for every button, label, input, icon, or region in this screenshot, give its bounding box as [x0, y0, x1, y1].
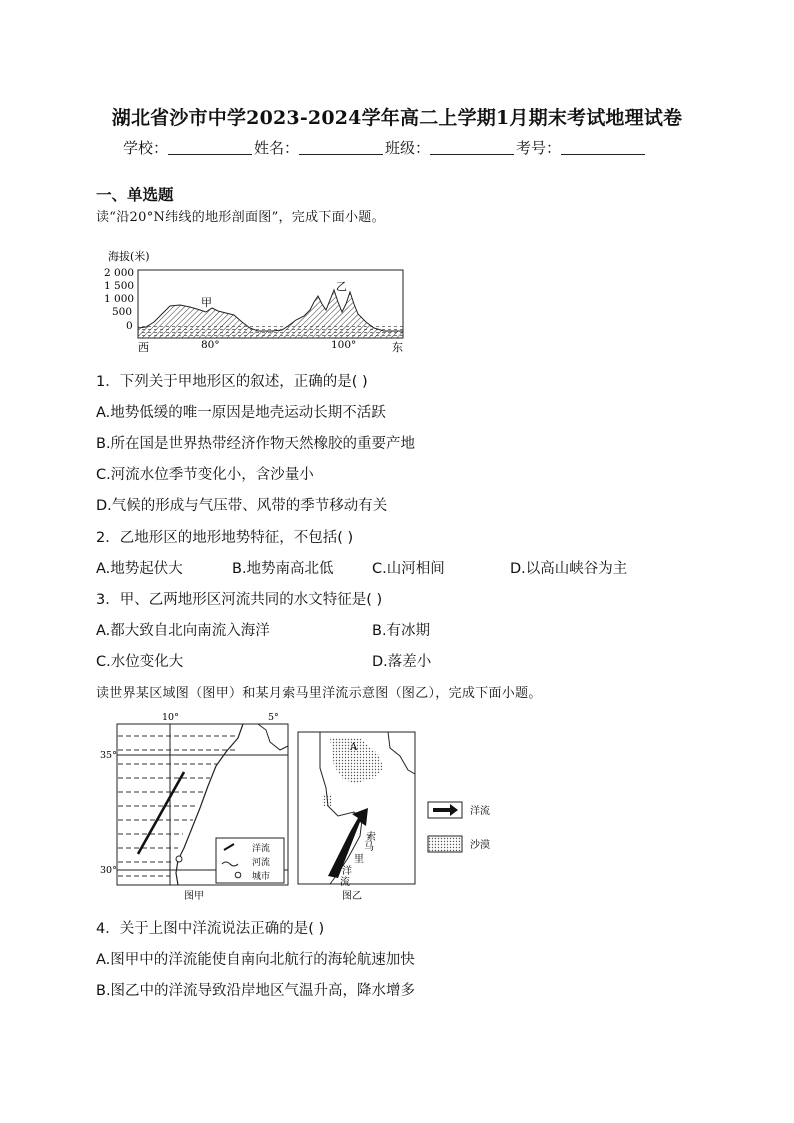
- exam-no-blank[interactable]: [561, 140, 645, 155]
- legend-city-label: 城市: [252, 872, 271, 882]
- q4-option-b[interactable]: B.图乙中的洋流导致沿岸地区气温升高，降水增多: [96, 983, 416, 999]
- q3-stem: 3．甲、乙两地形区河流共同的水文特征是( ): [96, 592, 383, 608]
- label-yi: 乙: [336, 280, 347, 293]
- label-east: 东: [392, 341, 403, 354]
- q3-option-d[interactable]: D.落差小: [372, 654, 432, 670]
- q4-option-a[interactable]: A.图甲中的洋流能使自南向北航行的海轮航速加快: [96, 952, 415, 968]
- q2-option-c[interactable]: C.山河相间: [372, 561, 445, 577]
- map-jia-lat30: 30°: [100, 865, 117, 876]
- profile-ytick-1000: 1 000: [104, 293, 135, 305]
- legend-river-label: 河流: [252, 858, 271, 868]
- legend-city-symbol: [235, 872, 241, 878]
- q4-stem: 4．关于上图中洋流说法正确的是( ): [96, 921, 325, 937]
- map-yi-somali-4: 洋: [342, 866, 352, 877]
- map-yi-coast-east: [388, 732, 415, 774]
- name-blank[interactable]: [299, 140, 383, 155]
- q2-stem: 2．乙地形区的地形地势特征，不包括( ): [96, 530, 354, 546]
- legend2-desert-box: [428, 836, 462, 852]
- map-yi-somali-2: 马: [364, 842, 374, 853]
- map-jia-lat35: 35°: [100, 750, 117, 761]
- school-label: 学校：: [123, 139, 169, 157]
- q3-option-b[interactable]: B.有冰期: [372, 623, 431, 639]
- name-label: 姓名：: [254, 139, 300, 157]
- map-jia-lon10: 10°: [162, 712, 179, 723]
- section-heading: 一、单选题: [96, 186, 174, 204]
- label-west: 西: [138, 341, 149, 354]
- caption-yi: 图乙: [342, 891, 362, 902]
- q3-option-a[interactable]: A.都大致自北向南流入海洋: [96, 623, 270, 639]
- intro-text-1: 读“沿20°N纬线的地形剖面图”，完成下面小题。: [96, 210, 385, 225]
- label-100: 100°: [331, 339, 357, 351]
- label-jia: 甲: [201, 296, 212, 309]
- map-jia-lon5: 5°: [268, 712, 279, 723]
- class-label: 班级：: [385, 139, 431, 157]
- map-yi-somali-3: 里: [354, 854, 364, 865]
- profile-ytick-1500: 1 500: [104, 280, 135, 292]
- map-yi-label-a: A: [350, 742, 358, 753]
- school-blank[interactable]: [168, 140, 252, 155]
- map-yi-somali-5: 流: [340, 877, 350, 888]
- intro-text-2: 读世界某区域图（图甲）和某月索马里洋流示意图（图乙），完成下面小题。: [96, 686, 542, 701]
- legend2-current-label: 洋流: [470, 806, 490, 817]
- map-jia-coast-north: [258, 724, 288, 750]
- label-80: 80°: [201, 339, 220, 351]
- map-jia-legend: [216, 838, 284, 883]
- map-figure: [98, 708, 508, 903]
- profile-ylabel: 海拔(米): [108, 250, 150, 263]
- legend2-desert-label: 沙漠: [470, 840, 490, 851]
- profile-ytick-0: 0: [126, 320, 133, 332]
- map-yi-somali-1: 索: [366, 832, 376, 843]
- student-info-line: [123, 137, 647, 158]
- exam-no-label: 考号：: [516, 139, 562, 157]
- q2-option-d[interactable]: D.以高山峡谷为主: [510, 561, 628, 577]
- profile-ytick-2000: 2 000: [104, 267, 135, 279]
- q1-option-d[interactable]: D.气候的形成与气压带、风带的季节移动有关: [96, 498, 388, 514]
- q3-option-c[interactable]: C.水位变化大: [96, 654, 184, 670]
- map-jia-city: [176, 856, 182, 862]
- q1-option-c[interactable]: C.河流水位季节变化小，含沙量小: [96, 467, 314, 483]
- terrain-shape: [138, 290, 403, 338]
- terrain-profile-figure: [100, 244, 410, 356]
- legend-current-label: 洋流: [252, 844, 271, 854]
- class-blank[interactable]: [430, 140, 514, 155]
- page-title: 湖北省沙市中学2023-2024学年高二上学期1月期末考试地理试卷: [111, 107, 683, 129]
- q2-option-a[interactable]: A.地势起伏大: [96, 561, 183, 577]
- q1-stem: 1．下列关于甲地形区的叙述，正确的是( ): [96, 374, 368, 390]
- map-jia-ocean-current: [138, 772, 184, 854]
- q1-option-b[interactable]: B.所在国是世界热带经济作物天然橡胶的重要产地: [96, 436, 416, 452]
- q2-option-b[interactable]: B.地势南高北低: [232, 561, 334, 577]
- profile-ytick-500: 500: [112, 306, 133, 318]
- q1-option-a[interactable]: A.地势低缓的唯一原因是地壳运动长期不活跃: [96, 405, 386, 421]
- caption-jia: 图甲: [184, 891, 204, 902]
